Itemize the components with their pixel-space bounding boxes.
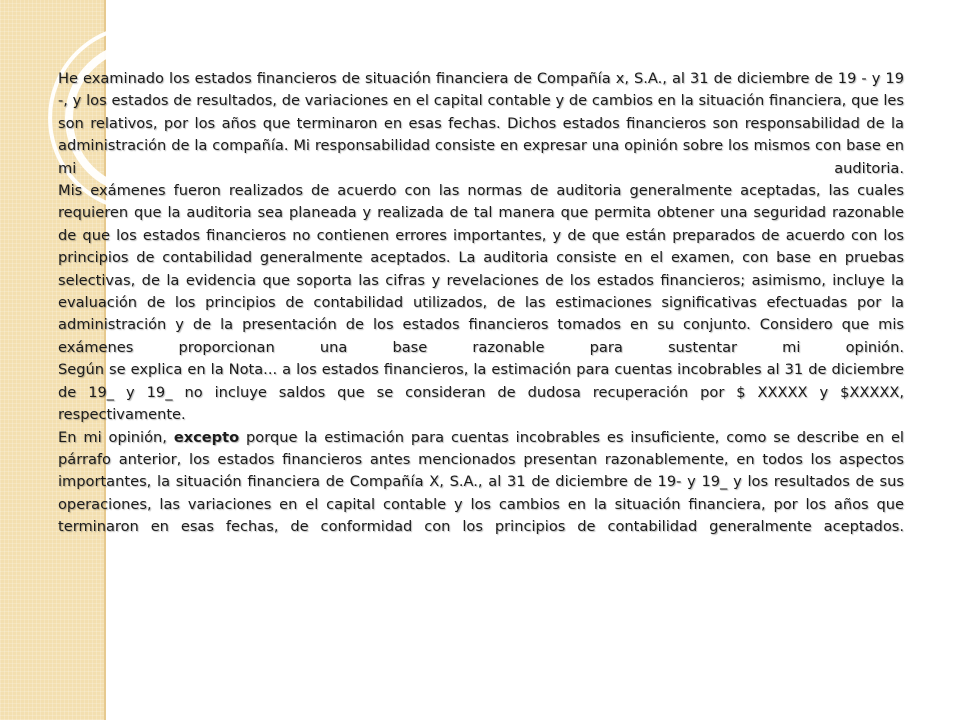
paragraph-qualification-basis: Según se explica en la Nota... a los estados financieros, la estimación para cuentas incobrables al 31 de diciembre de 19_ y 19_ no incluye saldos que se consideran de dudosa recuperación por $ XXXXX y $XXXXX, respectivamente.: [58, 361, 904, 424]
paragraph-opinion: [58, 427, 904, 539]
paragraph-scope: He examinado los estados financieros de situación financiera de Compañía x, S.A., al 31 de diciembre de 19 - y 19 -, y los estados de resultados, de variaciones en el capital contable y de cambios en la situación financiera, que les son relativos, por los años que terminaron en esas fechas. Dichos estados financieros son responsabilidad de la administración de la compañía. Mi responsabilidad consiste en expresar una opinión sobre los mismos con base en mi auditoria.: [58, 70, 904, 177]
opinion-lead: En mi opinión,: [58, 428, 174, 446]
audit-opinion-text: [58, 68, 904, 539]
opinion-exception-keyword: excepto: [173, 428, 240, 446]
opinion-body: porque la estimación para cuentas incobrables es insuficiente, como se describe en el párrafo anterior, los estados financieros antes mencionados presentan razonablemente, en todos los aspectos importantes, la situación financiera de Compañía X, S.A., al 31 de diciembre de 19- y 19_ y los resultados de sus operaciones, las variaciones en el capital contable y los cambios en la situación financiera, por los años que terminaron en esas fechas, de conformidad con los principios de contabilidad generalmente aceptados.: [58, 428, 904, 536]
paragraph-standards: Mis exámenes fueron realizados de acuerdo con las normas de auditoria generalmente aceptadas, las cuales requieren que la auditoria sea planeada y realizada de tal manera que permita obtener una seguridad razonable de que los estados financieros no contienen errores importantes, y de que están preparados de acuerdo con los principios de contabilidad generalmente aceptados. La auditoria consiste en el examen, con base en pruebas selectivas, de la evidencia que soporta las cifras y revelaciones de los estados financieros; asimismo, incluye la evaluación de los principios de contabilidad utilizados, de las estimaciones significativas efectuadas por la administración y de la presentación de los estados financieros tomados en su conjunto. Considero que mis exámenes proporcionan una base razonable para sustentar mi opinión.: [58, 182, 904, 356]
